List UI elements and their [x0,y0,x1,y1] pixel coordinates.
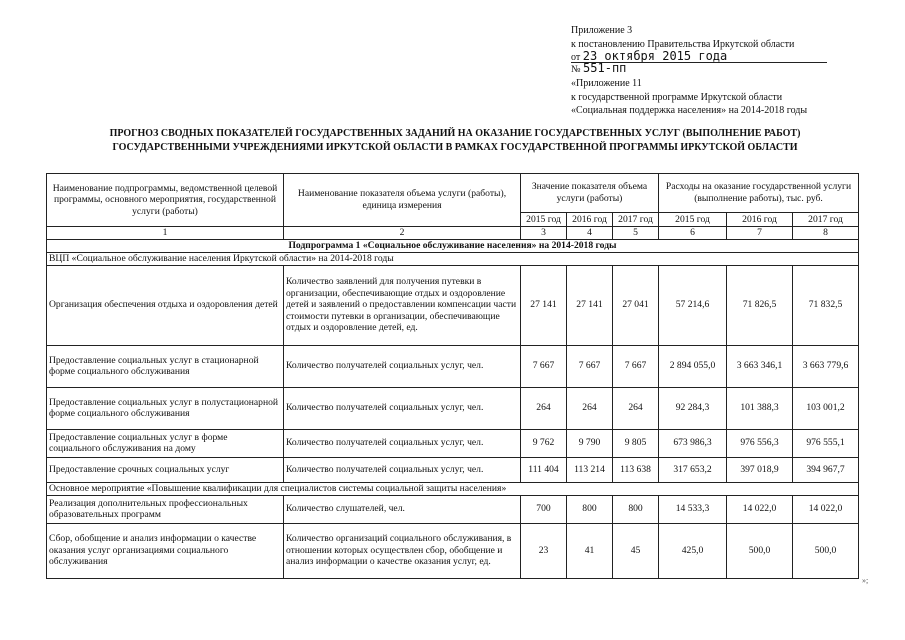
value-2016: 264 [567,387,613,429]
table-row [47,495,859,523]
cost-2016: 101 388,3 [727,387,793,429]
column-number: 4 [567,227,613,240]
column-number: 7 [727,227,793,240]
cost-2017: 71 832,5 [793,265,859,345]
col-head-indicator: Наименование показателя объема услуги (работы), единица измерения [284,174,521,227]
year-cell: 2016 год [727,213,793,227]
table-row [47,429,859,457]
col-head-name: Наименование подпрограммы, ведомственной целевой программы, основного мероприятия, государственной услуги (работы) [47,174,284,227]
cost-2017: 500,0 [793,523,859,578]
value-2015: 27 141 [521,265,567,345]
subprogram-title: Подпрограмма 1 «Социальное обслуживание населения» на 2014-2018 годы [47,239,859,252]
value-2017: 800 [613,495,659,523]
appendix-11: «Приложение 11 [571,78,642,90]
value-2017: 9 805 [613,429,659,457]
year-cell: 2017 год [793,213,859,227]
cost-2016: 976 556,3 [727,429,793,457]
cost-2015: 2 894 055,0 [659,345,727,387]
year-cell: 2015 год [521,213,567,227]
main-event-title: Основное мероприятие «Повышение квалификации для специалистов системы социальной защиты населения» [47,482,859,495]
indicator-name: Количество получателей социальных услуг, чел. [284,457,521,482]
column-number: 2 [284,227,521,240]
table-row [47,265,859,345]
header-row [47,174,859,213]
indicator-name: Количество организаций социального обслуживания, в отношении которых осуществлен сбор, обобщение и анализ информации о качестве оказания услуг, ед. [284,523,521,578]
vcp-row [47,252,859,265]
vcp-title: ВЦП «Социальное обслуживание населения Иркутской области» на 2014-2018 годы [47,252,859,265]
indicator-name: Количество слушателей, чел. [284,495,521,523]
date-prefix: от [571,52,581,64]
service-name: Предоставление социальных услуг в стационарной форме социального обслуживания [47,345,284,387]
value-2016: 800 [567,495,613,523]
indicator-name: Количество получателей социальных услуг, чел. [284,345,521,387]
service-name: Предоставление социальных услуг в полустационарной форме социального обслуживания [47,387,284,429]
indicator-name: Количество заявлений для получения путевки в организации, обеспечивающие отдых и оздоровление детей и заявлений о предоставлении компенсации части стоимости путевки в организации, обеспечивающие отдых и оздоровление детей, ед. [284,265,521,345]
value-2016: 27 141 [567,265,613,345]
cost-2016: 500,0 [727,523,793,578]
value-2015: 264 [521,387,567,429]
column-number: 1 [47,227,284,240]
resolution-date: 23 октября 2015 года [582,49,728,64]
value-2017: 7 667 [613,345,659,387]
cost-2015: 673 986,3 [659,429,727,457]
title-line-2: ГОСУДАРСТВЕННЫМИ УЧРЕЖДЕНИЯМИ ИРКУТСКОЙ ОБЛАСТИ В РАМКАХ ГОСУДАРСТВЕННОЙ ПРОГРАММЫ ИРКУТСКОЙ ОБЛАСТИ [112,142,798,153]
program-name: «Социальная поддержка населения» на 2014-2018 годы [571,105,808,117]
indicator-name: Количество получателей социальных услуг, чел. [284,387,521,429]
program-reference: к государственной программе Иркутской области [571,91,783,103]
indicator-name: Количество получателей социальных услуг, чел. [284,429,521,457]
value-2017: 27 041 [613,265,659,345]
date-underline [571,62,827,63]
numbering-row [47,227,859,240]
cost-2015: 57 214,6 [659,265,727,345]
service-name: Предоставление срочных социальных услуг [47,457,284,482]
value-2015: 700 [521,495,567,523]
column-number: 5 [613,227,659,240]
resolution-reference: к постановлению Правительства Иркутской области [571,38,795,50]
year-cell: 2015 год [659,213,727,227]
value-2016: 7 667 [567,345,613,387]
indicators-table [46,173,859,579]
cost-2017: 976 555,1 [793,429,859,457]
col-head-values: Значение показателя объема услуги (работы) [521,174,659,213]
cost-2017: 103 001,2 [793,387,859,429]
cost-2015: 317 653,2 [659,457,727,482]
value-2017: 264 [613,387,659,429]
value-2017: 45 [613,523,659,578]
value-2015: 111 404 [521,457,567,482]
resolution-date-row [571,51,871,63]
column-number: 8 [793,227,859,240]
value-2016: 41 [567,523,613,578]
cost-2016: 3 663 346,1 [727,345,793,387]
service-name: Организация обеспечения отдыха и оздоровления детей [47,265,284,345]
appendix-header [571,24,871,118]
cost-2017: 14 022,0 [793,495,859,523]
year-cell: 2017 год [613,213,659,227]
subprogram-row [47,239,859,252]
service-name: Сбор, обобщение и анализ информации о качестве оказания услуг организациями социального обслуживания [47,523,284,578]
cost-2017: 394 967,7 [793,457,859,482]
service-name: Предоставление социальных услуг в форме социального обслуживания на дому [47,429,284,457]
number-prefix: № [571,64,581,76]
table-row [47,523,859,578]
main-event-row [47,482,859,495]
cost-2016: 71 826,5 [727,265,793,345]
closing-quote-mark: »; [862,576,869,585]
table-row [47,345,859,387]
cost-2015: 92 284,3 [659,387,727,429]
value-2015: 9 762 [521,429,567,457]
cost-2016: 14 022,0 [727,495,793,523]
cost-2015: 14 533,3 [659,495,727,523]
cost-2015: 425,0 [659,523,727,578]
value-2016: 113 214 [567,457,613,482]
value-2017: 113 638 [613,457,659,482]
resolution-number: 551-пп [583,61,627,76]
cost-2016: 397 018,9 [727,457,793,482]
appendix-number: Приложение 3 [571,25,633,36]
value-2016: 9 790 [567,429,613,457]
year-cell: 2016 год [567,213,613,227]
table-row [47,457,859,482]
title-line-1: ПРОГНОЗ СВОДНЫХ ПОКАЗАТЕЛЕЙ ГОСУДАРСТВЕННЫХ ЗАДАНИЙ НА ОКАЗАНИЕ ГОСУДАРСТВЕННЫХ УСЛУГ (ВЫПОЛНЕНИЕ РАБОТ) [109,128,801,139]
column-number: 6 [659,227,727,240]
table-row [47,387,859,429]
service-name: Реализация дополнительных профессиональных образовательных программ [47,495,284,523]
value-2015: 7 667 [521,345,567,387]
column-number: 3 [521,227,567,240]
col-head-costs: Расходы на оказание государственной услуги (выполнение работы), тыс. руб. [659,174,859,213]
cost-2017: 3 663 779,6 [793,345,859,387]
resolution-number-row [571,63,871,75]
value-2015: 23 [521,523,567,578]
document-title [40,127,870,155]
